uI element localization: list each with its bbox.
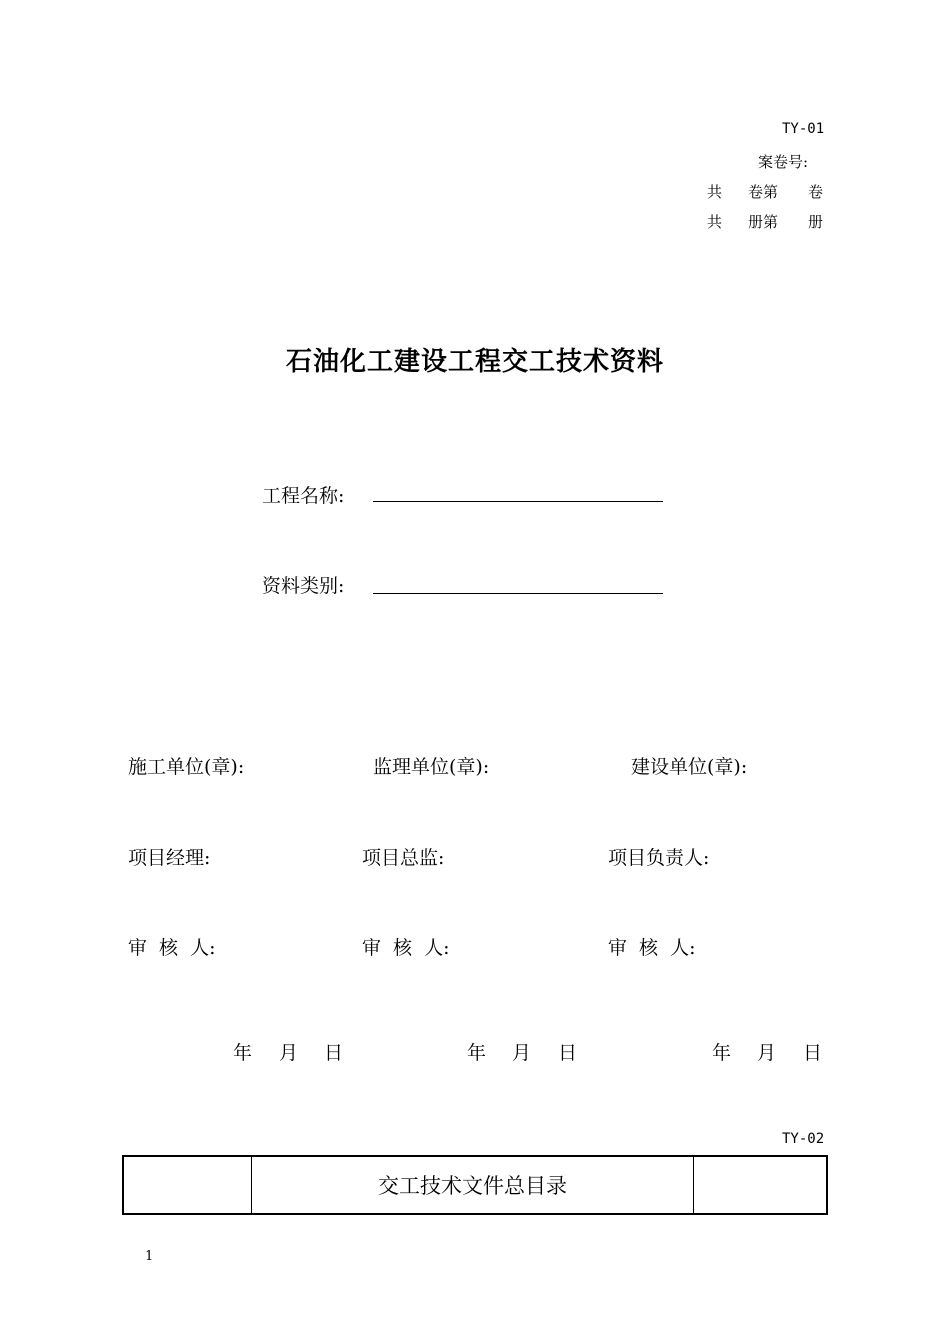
supervision-unit-seal-label: 监理单位(章): (373, 756, 490, 778)
toc-title: 交工技术文件总目录 (252, 1156, 694, 1214)
date-month-label: 月 (757, 1042, 777, 1064)
reviewer-label-owner: 审 核 人: (608, 937, 696, 959)
owner-unit-seal-label: 建设单位(章): (631, 756, 748, 778)
volume-unit-label: 卷 (808, 183, 824, 201)
volume-total-label: 共 (707, 183, 723, 201)
date-day-label: 日 (803, 1042, 823, 1064)
toc-right-cell (694, 1156, 828, 1214)
date-year-label: 年 (233, 1042, 253, 1064)
volume-index-label: 卷第 (748, 183, 779, 201)
reviewer-label-supervision: 审 核 人: (362, 937, 450, 959)
date-month-label: 月 (279, 1042, 299, 1064)
project-lead-label: 项目负责人: (608, 847, 710, 869)
date-year-label: 年 (467, 1042, 487, 1064)
date-day-label: 日 (324, 1042, 344, 1064)
project-manager-label: 项目经理: (128, 847, 211, 869)
form-code-ty02: TY-02 (782, 1131, 825, 1147)
date-month-label: 月 (512, 1042, 532, 1064)
form-code-ty01: TY-01 (782, 121, 825, 137)
toc-header-table (122, 1155, 828, 1215)
date-year-label: 年 (712, 1042, 732, 1064)
archive-number-label: 案卷号: (758, 153, 809, 171)
construction-unit-seal-label: 施工单位(章): (128, 756, 245, 778)
project-name-label: 工程名称: (262, 485, 345, 507)
chief-supervisor-label: 项目总监: (362, 847, 445, 869)
date-day-label: 日 (558, 1042, 578, 1064)
project-name-field[interactable] (373, 501, 663, 502)
reviewer-label-construction: 审 核 人: (128, 937, 216, 959)
category-label: 资料类别: (262, 575, 345, 597)
book-unit-label: 册 (808, 213, 824, 231)
book-total-label: 共 (707, 213, 723, 231)
document-title: 石油化工建设工程交工技术资料 (285, 347, 664, 377)
page-number: 1 (145, 1249, 154, 1264)
toc-left-cell (123, 1156, 252, 1214)
category-field[interactable] (373, 593, 663, 594)
book-index-label: 册第 (748, 213, 779, 231)
